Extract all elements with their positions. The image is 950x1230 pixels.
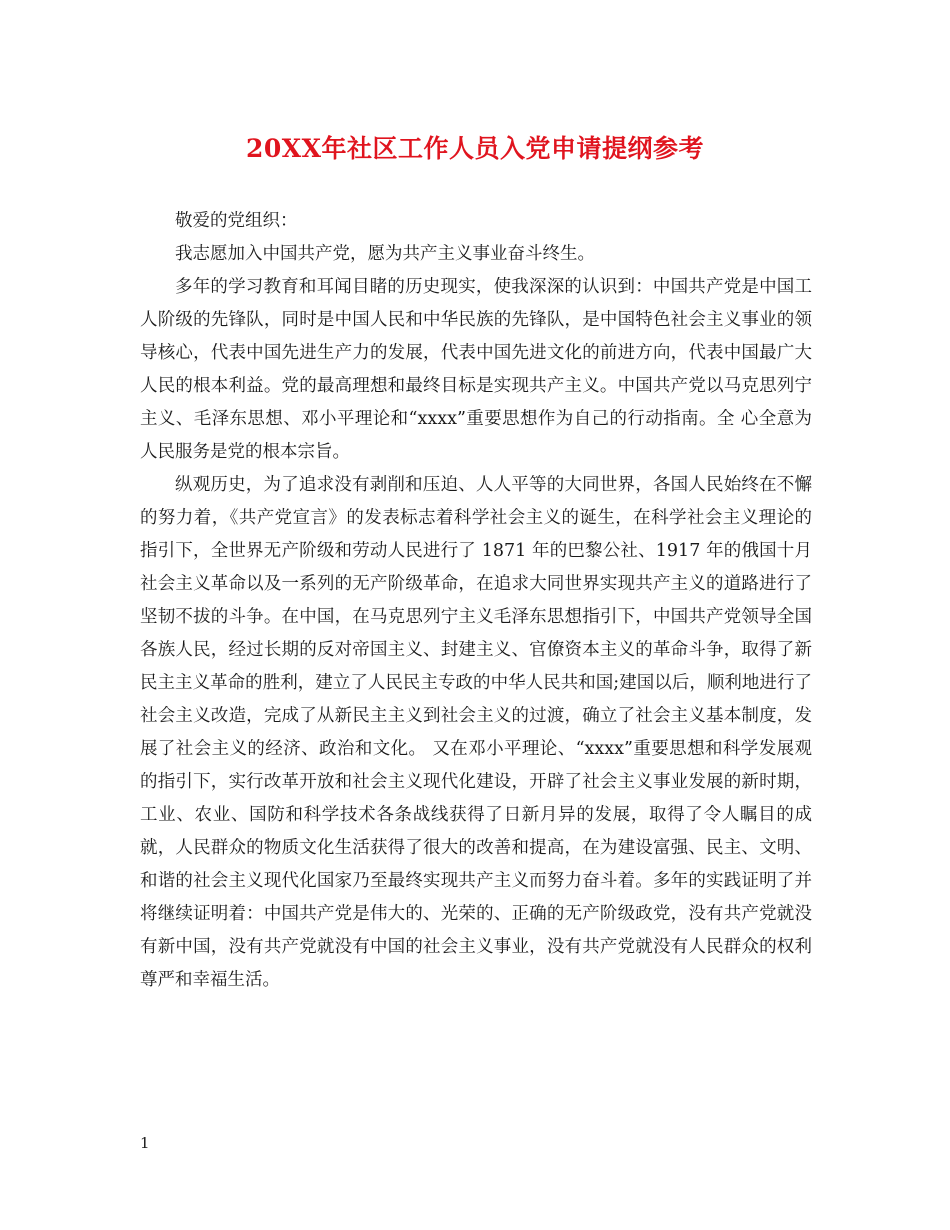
document-body [140,205,812,997]
document-title: 20XX年社区工作人员入党申请提纲参考 [245,134,705,163]
page-number: 1 [140,1134,150,1152]
understanding-paragraph: 多年的学习教育和耳闻目睹的历史现实，使我深深的认识到：中国共产党是中国工人阶级的先锋队，同时是中国人民和中华民族的先锋队，是中国特色社会主义事业的领导核心，代表中国先进生产力的发展，代表中国先进文化的前进方向，代表中国最广大人民的根本利益。党的最高理想和最终目标是实现共产主义。中国共产党以马克思列宁主义、毛泽东思想、邓小平理论和“xxxx”重要思想作为自己的行动指南。全 心全意为人民服务是党的根本宗旨。 [140,277,812,462]
history-paragraph: 纵观历史，为了追求没有剥削和压迫、人人平等的大同世界，各国人民始终在不懈的努力着，《共产党宣言》的发表标志着科学社会主义的诞生，在科学社会主义理论的指引下，全世界无产阶级和劳动人民进行了 1871 年的巴黎公社、1917 年的俄国十月社会主义革命以及一系列的无产阶级革命，在追求大同世界实现共产主义的道路进行了坚韧不拔的斗争。在中国，在马克思列宁主义毛泽东思想指引下，中国共产党领导全国各族人民，经过长期的反对帝国主义、封建主义、官僚资本主义的革命斗争，取得了新民主主义革命的胜利，建立了人民民主专政的中华人民共和国;建国以后，顺利地进行了社会主义改造，完成了从新民主主义到社会主义的过渡，确立了社会主义基本制度，发展了社会主义的经济、政治和文化。 又在邓小平理论、“xxxx”重要思想和科学发展观的指引下，实行改革开放和社会主义现代化建设，开辟了社会主义事业发展的新时期，工业、农业、国防和科学技术各条战线获得了日新月异的发展，取得了令人瞩目的成就，人民群众的物质文化生活获得了很大的改善和提高，在为建设富强、民主、文明、和谐的社会主义现代化国家乃至最终实现共产主义而努力奋斗着。多年的实践证明了并将继续证明着：中国共产党是伟大的、光荣的、正确的无产阶级政党，没有共产党就没有新中国，没有共产党就没有中国的社会主义事业，没有共产党就没有人民群众的权利尊严和幸福生活。 [140,475,812,990]
salutation-paragraph: 敬爱的党组织： [175,211,298,231]
pledge-paragraph: 我志愿加入中国共产党，愿为共产主义事业奋斗终生。 [175,244,595,264]
